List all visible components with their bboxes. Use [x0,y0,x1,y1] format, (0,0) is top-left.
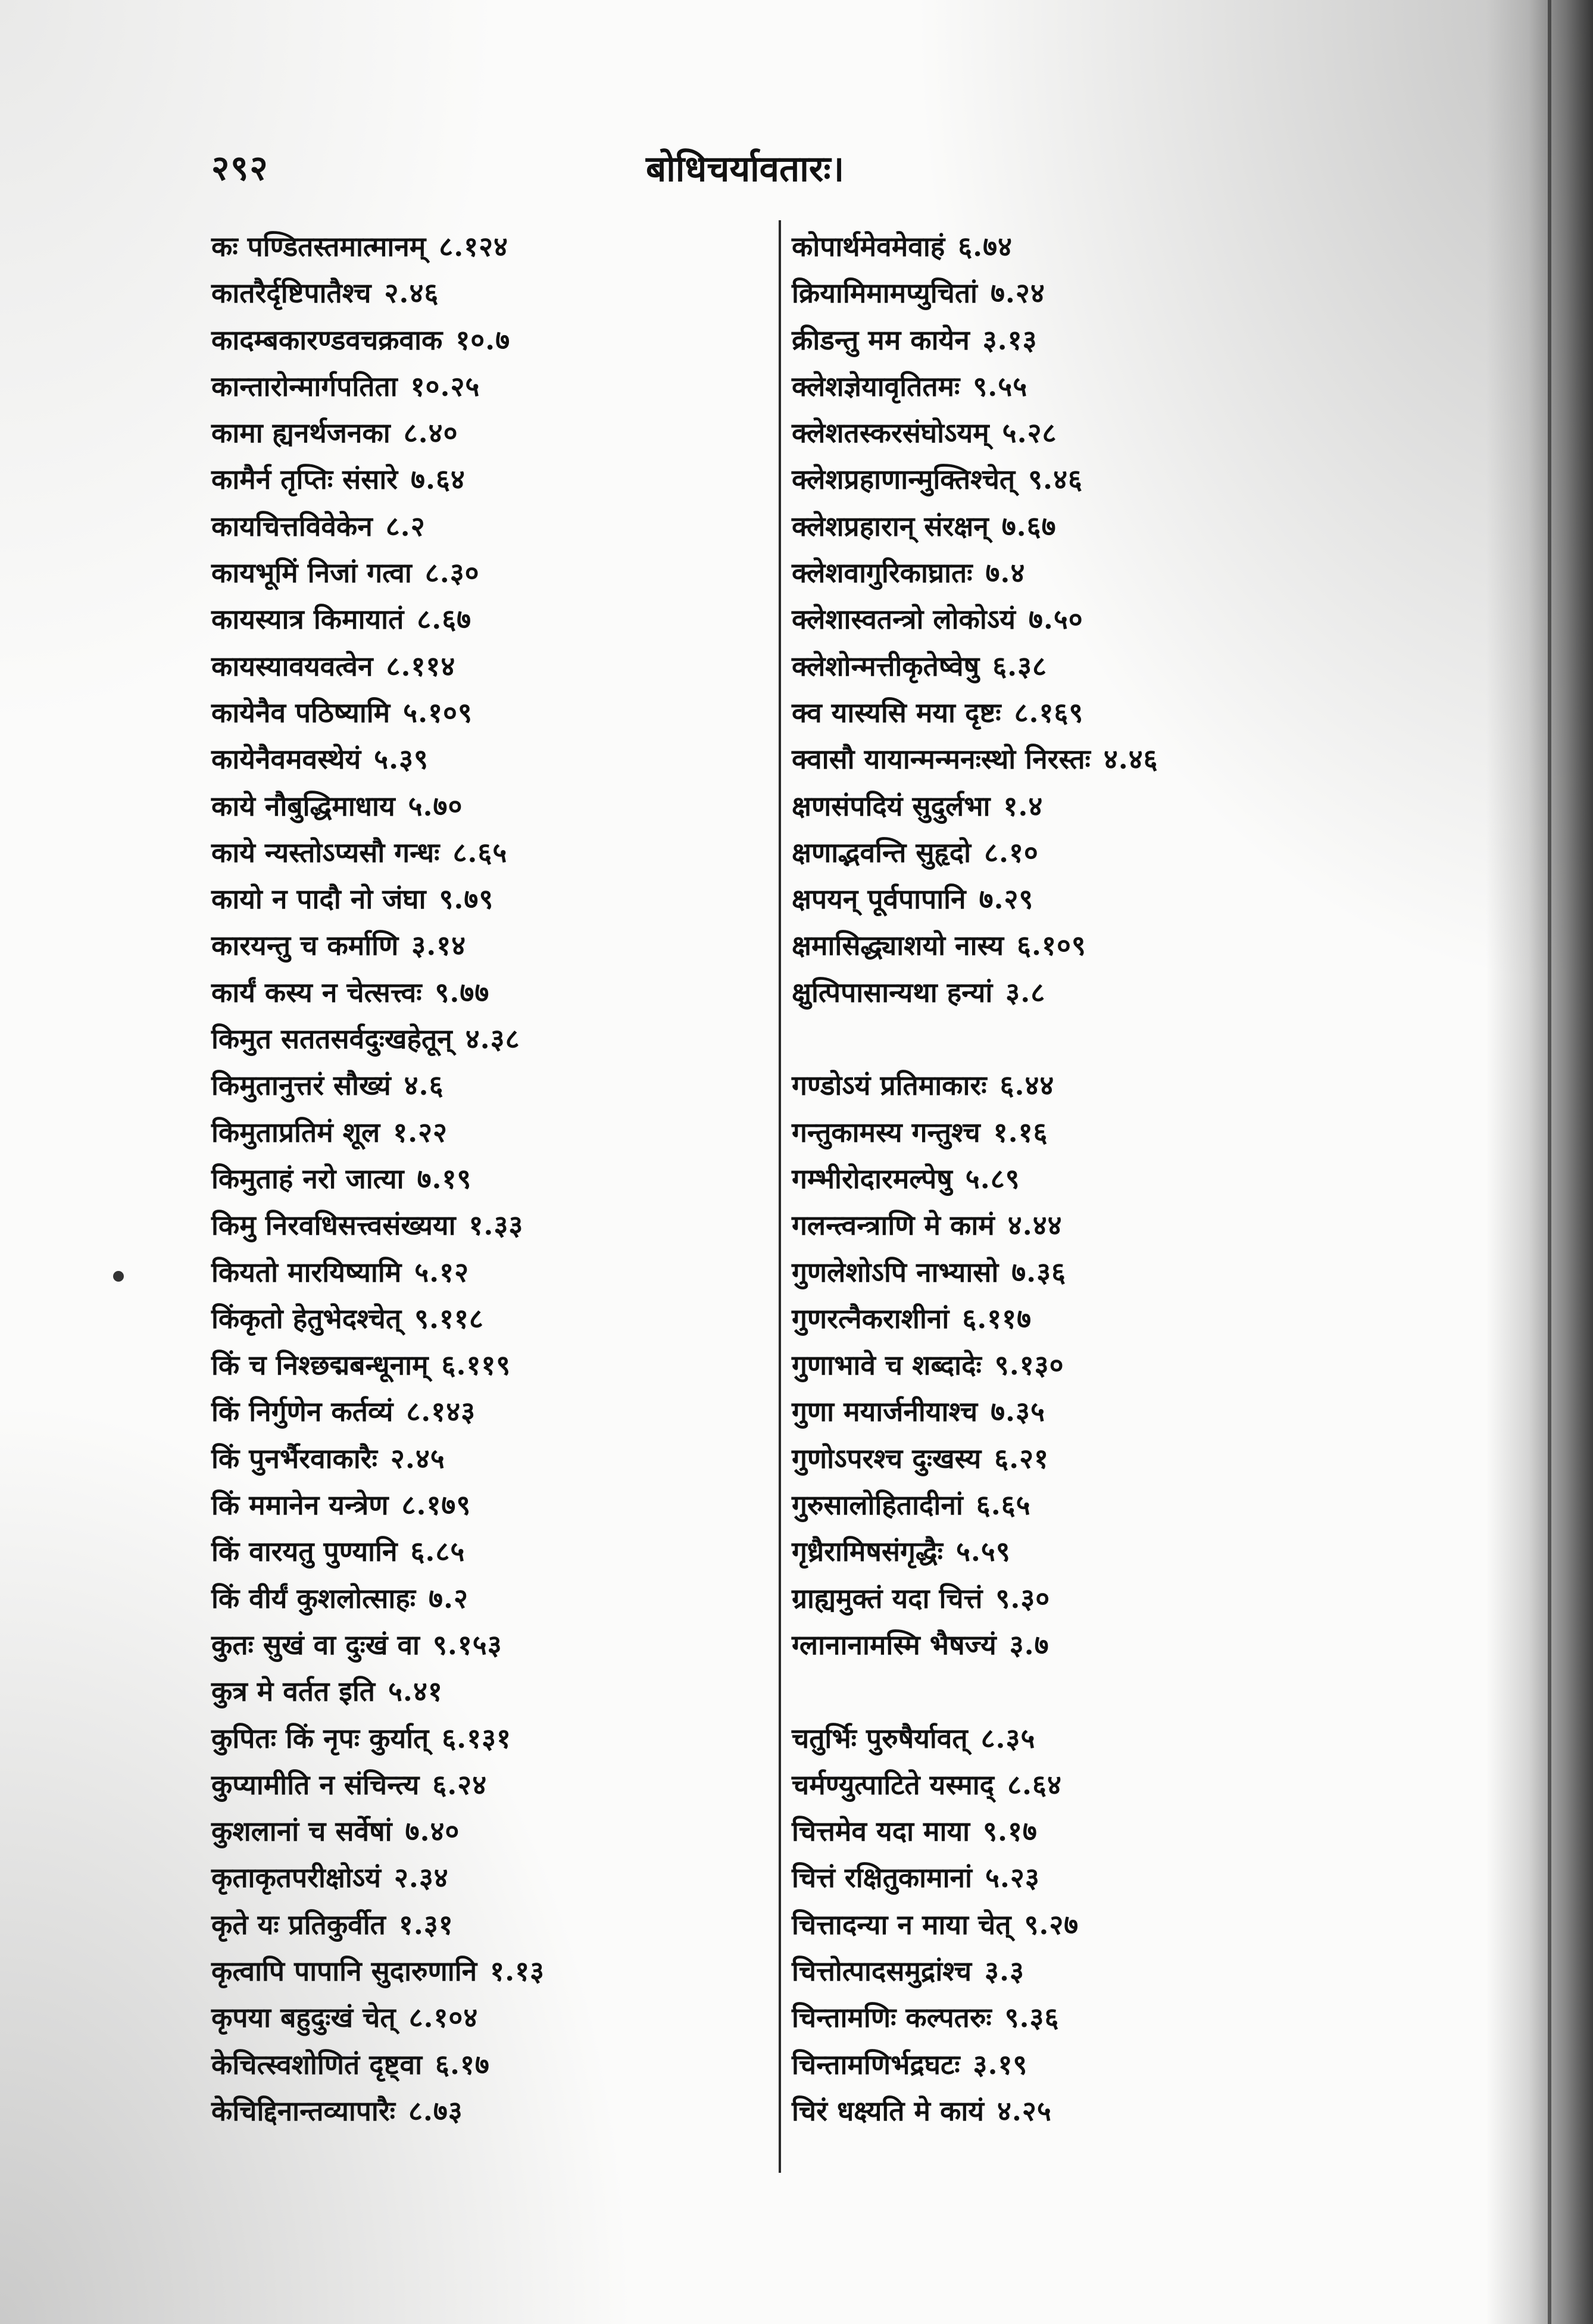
verse-reference: ३.८ [1005,976,1046,1008]
verse-opening: गम्भीरोदारमल्पेषु [792,1162,952,1195]
index-entry [792,1155,1351,1202]
verse-reference: २.३४ [393,1861,449,1894]
verse-opening: क्लेशवागुरिकाघ्रातः [792,557,973,589]
index-entry [792,1994,1351,2041]
verse-opening: क्षमासिद्ध्याशयो नास्य [792,929,1004,962]
verse-opening: किं च निश्छद्मबन्धूनाम् [211,1349,429,1382]
verse-reference: ६.११९ [441,1349,511,1382]
index-entry [211,1668,777,1714]
verse-reference: ५.८९ [965,1162,1020,1195]
verse-opening: कान्तारोन्मार्गपतिता [211,370,398,402]
binding-shadow [1486,0,1593,2324]
index-entry [792,1062,1351,1108]
index-entry [211,689,777,736]
index-entry [792,1528,1351,1575]
verse-opening: कायभूमिं निजां गत्वा [211,557,412,589]
verse-opening: चिरं धक्ष्यति मे कायं [792,2094,984,2127]
verse-opening: चित्तादन्या न माया चेत् [792,1908,1011,1941]
index-column-left [211,223,777,2134]
verse-reference: ९.५५ [973,370,1028,402]
verse-reference: ९.१७ [983,1815,1038,1848]
verse-reference: १.३१ [398,1908,454,1941]
verse-reference: ६.१३१ [442,1722,511,1754]
verse-reference: ७.३५ [991,1395,1045,1428]
verse-reference: ८.६५ [452,836,508,869]
verse-opening: ग्राह्यमुक्तं यदा चित्तं [792,1582,983,1614]
index-entry [211,1249,777,1295]
verse-reference: ४.६ [404,1069,444,1102]
verse-reference: ३.१३ [982,323,1038,356]
verse-reference: ९.७७ [435,976,490,1008]
verse-reference: ८.१४३ [406,1395,476,1428]
index-entry [792,2041,1351,2088]
column-divider [779,220,781,2173]
verse-reference: ८.६४ [1007,1768,1062,1801]
verse-opening: क्लेशास्वतन्त्रो लोकोऽयं [792,603,1016,636]
verse-opening: क्रीडन्तु मम कायेन [792,323,970,356]
page-number: २९२ [211,148,269,188]
index-entry [211,2041,777,2088]
verse-reference: ३.१९ [973,2048,1028,2081]
verse-opening: कायस्यावयवत्वेन [211,649,373,682]
verse-opening: गलन्त्वन्त्राणि मे कामं [792,1209,995,1242]
verse-opening: गुणा मयार्जनीयाश्च [792,1395,978,1428]
index-entry [211,1715,777,1761]
index-column-right [792,223,1351,2134]
index-entry [211,1761,777,1808]
verse-opening: क्षुत्पिपासान्यथा हन्यां [792,976,993,1008]
verse-opening: गण्डोऽयं प्रतिमाकारः [792,1069,987,1102]
verse-opening: कायेनैव पठिष्यामि [211,696,391,729]
index-entry [211,2088,777,2134]
index-entry [792,317,1351,363]
section-gap [792,1016,1351,1062]
verse-opening: कुत्र मे वर्तत इति [211,1675,376,1708]
verse-opening: काये न्यस्तोऽप्यसौ गन्धः [211,836,440,869]
index-entry [211,969,777,1016]
verse-opening: क्लेशज्ञेयावृतितमः [792,370,960,402]
verse-opening: केचिद्दिनान्तव्यापारैः [211,2094,395,2127]
verse-opening: कियतो मारयिष्यामि [211,1255,402,1288]
verse-opening: क्लेशप्रहाणान्मुक्तिश्चेत् [792,463,1016,496]
verse-opening: कुपितः किं नृपः कुर्यात् [211,1722,429,1754]
verse-opening: किं निर्गुणेन कर्तव्यं [211,1395,393,1428]
verse-reference: ९.१५३ [432,1628,502,1661]
verse-reference: ४.४६ [1103,743,1158,776]
index-entry [211,223,777,270]
index-entry [792,1249,1351,1295]
verse-opening: कुप्यामीति न संचिन्त्य [211,1768,420,1801]
verse-opening: गुणरत्नैकराशीनां [792,1302,949,1335]
verse-reference: ३.७ [1009,1628,1049,1661]
verse-opening: कार्यं कस्य न चेत्सत्त्वः [211,976,422,1008]
verse-reference: ५.४१ [388,1675,443,1708]
index-entry [211,1062,777,1108]
verse-reference: ६.८५ [410,1535,466,1568]
verse-opening: गन्तुकामस्य गन्तुश्च [792,1116,980,1148]
verse-opening: क्लेशोन्मत्तीकृतेष्वेषु [792,649,980,682]
verse-opening: केचित्स्वशोणितं दृष्ट्वा [211,2048,423,2081]
verse-reference: ६.२४ [432,1768,488,1801]
verse-opening: चिन्तामणिर्भद्रघटः [792,2048,960,2081]
verse-reference: ६.६५ [976,1489,1031,1522]
verse-reference: ५.१०९ [403,696,473,729]
verse-opening: कुतः सुखं वा दुःखं वा [211,1628,420,1661]
verse-reference: ६.४४ [999,1069,1055,1102]
index-entry [211,1109,777,1155]
verse-opening: कादम्बकारण्डवचक्रवाक [211,323,443,356]
index-entry [792,829,1351,876]
verse-opening: गुणाभावे च शब्दादेः [792,1349,982,1382]
verse-reference: ५.७० [408,789,463,822]
verse-reference: ५.१२ [414,1255,470,1288]
index-entry [211,783,777,829]
verse-reference: ४.४४ [1007,1209,1063,1242]
verse-opening: चित्तोत्पादसमुद्रांश्च [792,1954,972,1987]
verse-reference: ७.६४ [411,463,466,496]
verse-reference: ९.३६ [1004,2001,1060,2034]
verse-opening: क्वासौ यायान्मन्मनःस्थो निरस्तः [792,743,1091,776]
index-entry [792,1342,1351,1388]
verse-reference: ९.१३० [994,1349,1064,1382]
verse-reference: ८.२ [385,510,426,542]
verse-opening: कामा ह्यनर्थजनका [211,417,391,449]
verse-reference: ७.२ [429,1582,468,1614]
verse-reference: ८.१६९ [1014,696,1084,729]
index-entry [792,596,1351,642]
section-gap [792,1668,1351,1714]
index-entry [792,410,1351,456]
verse-reference: ७.२४ [990,277,1045,310]
index-entry [792,1109,1351,1155]
index-entry [792,1575,1351,1622]
index-entry [792,1482,1351,1528]
verse-reference: ८.१० [984,836,1039,869]
verse-reference: १.२२ [393,1116,448,1148]
index-entry [211,1854,777,1901]
verse-reference: १०.७ [455,323,511,356]
index-entry [211,736,777,782]
index-entry [792,503,1351,549]
verse-reference: ७.१९ [417,1162,472,1195]
index-entry [211,829,777,876]
verse-opening: कायस्यात्र किमायातं [211,603,404,636]
page-header [211,143,1402,208]
index-entry [211,1202,777,1248]
verse-reference: ७.६७ [1001,510,1057,542]
verse-opening: चर्मण्युत्पाटिते यस्माद् [792,1768,995,1801]
index-entry [211,456,777,502]
index-entry [792,876,1351,922]
index-entry [792,643,1351,689]
verse-reference: ८.७३ [408,2094,463,2127]
ink-speck [113,1271,124,1282]
index-entry [792,1622,1351,1668]
verse-reference: ५.३९ [374,743,429,776]
verse-reference: ५.२३ [985,1861,1040,1894]
verse-reference: ८.११४ [386,649,456,682]
verse-opening: किं वीर्यं कुशलोत्साहः [211,1582,416,1614]
verse-reference: ७.४० [405,1815,460,1848]
verse-opening: काये नौबुद्धिमाधाय [211,789,395,822]
verse-reference: ३.३ [985,1954,1024,1987]
verse-reference: ५.२८ [1002,417,1057,449]
index-entry [792,1948,1351,1994]
verse-opening: कातरैर्दृष्टिपातैश्च [211,277,371,310]
index-entry [792,2088,1351,2134]
verse-reference: ८.६७ [417,603,472,636]
verse-opening: क्षणसंपदियं सुदुर्लभा [792,789,991,822]
verse-reference: ६.३८ [992,649,1047,682]
verse-reference: ८.४० [403,417,458,449]
index-entry [211,1388,777,1435]
index-entry [211,503,777,549]
verse-reference: ४.३८ [465,1023,520,1055]
index-entry [792,736,1351,782]
verse-reference: १.१६ [993,1116,1048,1148]
verse-reference: ९.७९ [439,883,494,916]
verse-opening: किमुताप्रतिमं शूल [211,1116,380,1148]
verse-reference: ८.१७९ [401,1489,471,1522]
index-entry [792,1808,1351,1854]
index-entry [792,1202,1351,1248]
verse-reference: ८.१०४ [408,2001,479,2034]
verse-reference: ९.२७ [1024,1908,1079,1941]
index-entry [211,1994,777,2041]
verse-reference: ६.७४ [958,230,1013,263]
index-entry [211,1622,777,1668]
running-title: बोधिचर्यावतारः। [646,148,845,190]
index-entry [211,1435,777,1482]
verse-opening: किमुत सततसर्वदुःखहेतून् [211,1023,452,1055]
verse-reference: ६.१७ [435,2048,490,2081]
index-entry [211,876,777,922]
index-entry [792,1295,1351,1342]
verse-reference: ८.३५ [980,1722,1036,1754]
verse-opening: किंकृतो हेतुभेदश्चेत् [211,1302,402,1335]
verse-opening: किं वारयतु पुण्यानि [211,1535,398,1568]
verse-reference: ९.११८ [414,1302,484,1335]
verse-opening: क्षणाद्भवन्ति सुहृदो [792,836,972,869]
verse-opening: किमुतानुत्तरं सौख्यं [211,1069,391,1102]
index-entry [792,783,1351,829]
index-entry [211,1295,777,1342]
verse-reference: ७.५० [1028,603,1083,636]
index-entry [211,1528,777,1575]
verse-reference: ८.३० [424,557,480,589]
verse-opening: किमु निरवधिसत्त्वसंख्यया [211,1209,456,1242]
verse-opening: क्षपयन् पूर्वपापानि [792,883,966,916]
verse-reference: ६.२१ [994,1442,1049,1475]
verse-opening: कृत्वापि पापानि सुदारुणानि [211,1954,477,1987]
index-entry [211,596,777,642]
verse-opening: कः पण्डितस्तमात्मानम् [211,230,426,263]
index-entry [792,1854,1351,1901]
verse-opening: किमुताहं नरो जात्या [211,1162,404,1195]
index-entry [792,969,1351,1016]
verse-reference: ६.११७ [962,1302,1032,1335]
index-entry [211,1342,777,1388]
verse-opening: किं ममानेन यन्त्रेण [211,1489,389,1522]
index-entry [792,223,1351,270]
verse-reference: ९.३० [995,1582,1051,1614]
verse-reference: ४.२५ [997,2094,1052,2127]
index-entry [792,922,1351,969]
index-entry [211,363,777,410]
page-edge-line [1548,0,1551,2324]
verse-reference: ७.२९ [979,883,1034,916]
verse-opening: चतुर्भिः पुरुषैर्यावत् [792,1722,968,1754]
verse-opening: क्व यास्यसि मया दृष्टः [792,696,1001,729]
index-entry [792,689,1351,736]
verse-opening: गुणलेशोऽपि नाभ्यासो [792,1255,999,1288]
index-entry [211,1155,777,1202]
verse-opening: कायो न पादौ नो जंघा [211,883,426,916]
verse-opening: ग्लानानामस्मि भैषज्यं [792,1628,997,1661]
index-entry [792,270,1351,316]
index-entry [211,643,777,689]
verse-opening: कायचित्तविवेकेन [211,510,373,542]
verse-reference: १.३३ [468,1209,524,1242]
verse-opening: चित्तमेव यदा माया [792,1815,970,1848]
verse-reference: ७.४ [985,557,1026,589]
verse-opening: गृध्रैरामिषसंगृद्धैः [792,1535,943,1568]
index-entry [792,1715,1351,1761]
verse-opening: कामैर्न तृप्तिः संसारे [211,463,398,496]
index-entry [211,1901,777,1948]
verse-reference: ५.५९ [955,1535,1011,1568]
verse-reference: २.४५ [390,1442,445,1475]
index-entry [211,1948,777,1994]
index-entry [211,410,777,456]
verse-opening: कुशलानां च सर्वेषां [211,1815,392,1848]
verse-reference: १.४ [1003,789,1044,822]
verse-reference: ६.१०९ [1017,929,1086,962]
verse-opening: कृपया बहुदुःखं चेत् [211,2001,396,2034]
verse-opening: चित्तं रक्षितुकामानां [792,1861,972,1894]
index-entry [211,1016,777,1062]
verse-opening: कोपार्थमेवमेवाहं [792,230,945,263]
verse-opening: किं पुनर्भैरवाकारैः [211,1442,377,1475]
index-entry [792,1901,1351,1948]
index-entry [792,549,1351,596]
index-entry [211,922,777,969]
index-entry [211,1575,777,1622]
index-entry [792,363,1351,410]
verse-opening: क्लेशप्रहारान् संरक्षन् [792,510,989,542]
index-entry [792,1435,1351,1482]
verse-opening: गुणोऽपरश्च दुःखस्य [792,1442,982,1475]
verse-reference: ८.१२४ [439,230,508,263]
index-entry [792,456,1351,502]
verse-opening: क्लेशतस्करसंघोऽयम् [792,417,989,449]
index-entry [211,317,777,363]
verse-reference: २.४६ [384,277,439,310]
index-entry [211,1482,777,1528]
verse-opening: चिन्तामणिः कल्पतरुः [792,2001,992,2034]
verse-opening: गुरुसालोहितादीनां [792,1489,963,1522]
verse-reference: ३.१४ [411,929,467,962]
index-entry [211,1808,777,1854]
verse-opening: कारयन्तु च कर्माणि [211,929,399,962]
verse-reference: १०.२५ [410,370,480,402]
verse-opening: कृताकृतपरीक्षोऽयं [211,1861,381,1894]
index-entry [211,270,777,316]
verse-opening: क्रियामिमामप्युचितां [792,277,977,310]
index-entry [792,1761,1351,1808]
verse-opening: कायेनैवमवस्थेयं [211,743,361,776]
verse-opening: कृते यः प्रतिकुर्वीत [211,1908,386,1941]
verse-reference: ९.४६ [1028,463,1083,496]
verse-reference: ७.३६ [1011,1255,1067,1288]
index-entry [211,549,777,596]
index-entry [792,1388,1351,1435]
verse-reference: १.१३ [490,1954,545,1987]
